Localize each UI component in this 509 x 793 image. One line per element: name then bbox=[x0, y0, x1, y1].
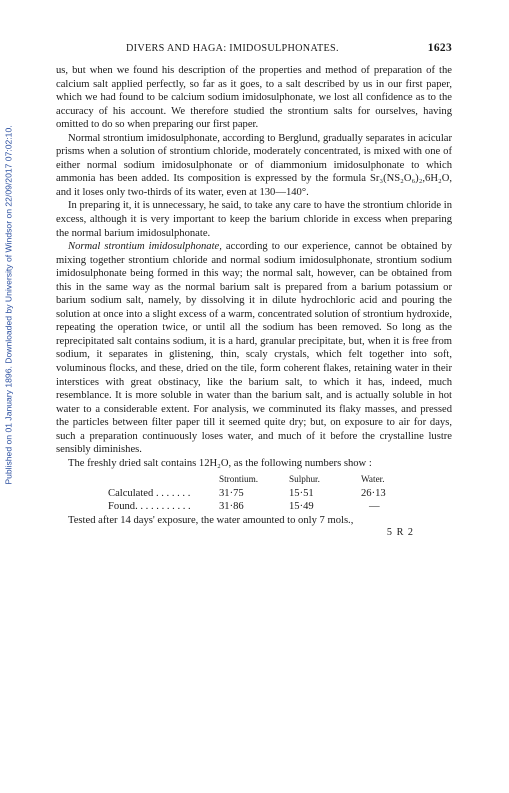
paragraph-normal-salt bbox=[56, 240, 452, 457]
download-notice bbox=[1, 95, 17, 515]
row-label-found: Found. . . . . . . . . . . bbox=[108, 501, 191, 513]
article-body bbox=[56, 64, 452, 540]
table-row bbox=[56, 487, 452, 501]
page-number: 1623 bbox=[427, 42, 452, 54]
table-row bbox=[56, 500, 452, 514]
column-header-strontium: Strontium. bbox=[219, 474, 259, 485]
row-label-calculated: Calculated . . . . . . . bbox=[108, 487, 191, 499]
signature-mark bbox=[56, 527, 452, 540]
paragraph-dried-salt: The freshly dried salt contains 12H₂O, as the following numbers show : bbox=[68, 457, 372, 469]
value-found-water: — bbox=[369, 501, 380, 513]
analysis-table-header bbox=[56, 473, 452, 487]
italic-lead: Normal strontium imidosulphonate, bbox=[68, 241, 222, 253]
signature-mark-text: 5 R 2 bbox=[386, 527, 414, 539]
column-header-sulphur: Sulphur. bbox=[289, 474, 320, 485]
journal-page bbox=[56, 42, 452, 540]
paragraph-berglund: Normal strontium imidosulphonate, according to Berglund, gradually separates in acicular prisms when a solution of strontium chloride, moderately concentrated, is mixed with one of either normal sodium imidosulphonate or of diammonium imidosulphonate to which ammonia has been added. Its composition is expressed by the formula Sr₃(NS₂O₆)₂,6H₂O, and it loses only two-thirds of its water, even at 130—140°. bbox=[56, 132, 452, 198]
value-calculated-water: 26·13 bbox=[361, 487, 386, 499]
running-title: DIVERS AND HAGA: IMIDOSULPHONATES. bbox=[126, 43, 339, 54]
analysis-table bbox=[56, 473, 452, 514]
paragraph-preparation: In preparing it, it is unnecessary, he said, to take any care to have the strontium chloride in excess, although it is very important to keep the barium chloride in excess when preparing the normal barium imidosulphonate. bbox=[56, 200, 452, 239]
running-header bbox=[56, 42, 452, 56]
value-found-strontium: 31·86 bbox=[219, 501, 244, 513]
column-header-water: Water. bbox=[361, 474, 385, 485]
download-notice-text: Published on 01 January 1896. Downloaded by University of Windsor on 22/09/2017 07:02:10. bbox=[4, 125, 15, 485]
value-calculated-strontium: 31·75 bbox=[219, 487, 244, 499]
value-found-sulphur: 15·49 bbox=[289, 501, 314, 513]
paragraph-normal-salt-text: according to our experience, cannot be obtained by mixing together strontium chloride and normal sodium imidosulphonate, strontium sodium imidosulphonate being formed in this way; the normal salt, however, can be obtained from this in the same way as the normal barium salt is prepared from a barium potassium or barium sodium salt, namely, by dissolving it in dilute hydrochloric acid and pouring the solution at once into a slight excess of a warm, concentrated solution of strontium hydroxide, repeating the operation twice, or until all the sodium has been removed. So long as the reprecipitated salt contains sodium, it is a hard, granular precipitate, but, when it is free from sodium, it separates in glistening, thin, scaly crystals, which felt together into soft, voluminous flocks, and these, dried on the tile, form coherent flakes, retaining water in their interstices with great obstinacy, like the barium salt, to which it has, indeed, much resemblance. It is more soluble in water than the barium salt, and is actually soluble in hot water to a considerable extent. For analysis, we comminuted its flaky masses, and pressed the particles between filter paper till it seemed quite dry; but, on exposure to air for days, such a preparation continuously loses water, and much of it before the crystalline lustre sensibly diminishes. bbox=[56, 241, 452, 456]
paragraph-exposure: Tested after 14 days' exposure, the water amounted to only 7 mols., bbox=[68, 514, 354, 526]
paragraph-continuation: us, but when we found his description of the properties and method of preparation of the calcium salt applied perfectly, so far as it goes, to a salt described by us in our first paper, which we had found to be calcium sodium imidosulphonate, we lost all confidence as to the accuracy of his account. We therefore studied the strontium salts for ourselves, having omitted to do so when preparing our first paper. bbox=[56, 65, 452, 131]
value-calculated-sulphur: 15·51 bbox=[289, 487, 314, 499]
